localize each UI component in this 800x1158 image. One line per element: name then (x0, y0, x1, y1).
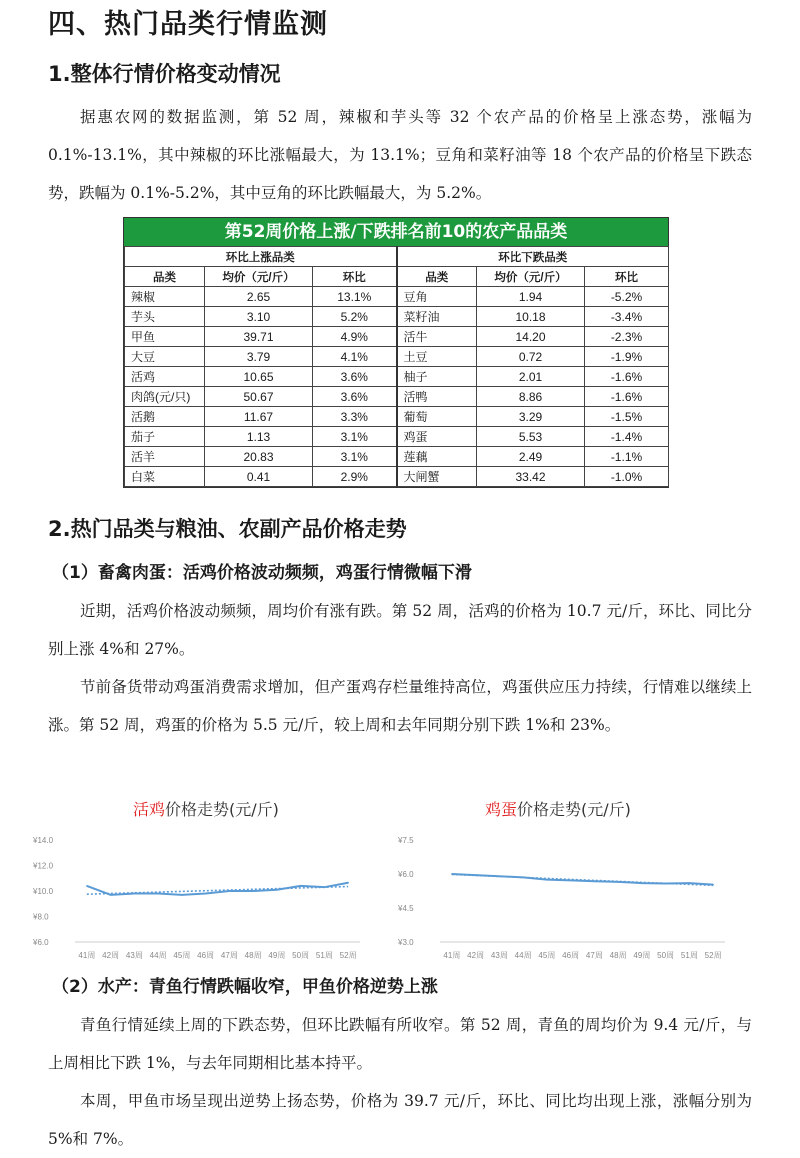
subsubsection-title-aquatic: （2）水产：青鱼行情跌幅收窄，甲鱼价格逆势上涨 (52, 977, 438, 997)
y-tick-label: ¥6.0 (398, 870, 414, 879)
cell-price: 0.41 (205, 467, 313, 487)
cell-price: 50.67 (205, 387, 313, 407)
subsection-title-trends: 2.热门品类与粮油、农副产品价格走势 (48, 517, 407, 541)
x-tick-label: 43周 (490, 951, 508, 960)
data-point (205, 893, 207, 895)
cell-change: -1.5% (585, 407, 669, 427)
y-tick-label: ¥12.0 (33, 861, 54, 871)
col-header-price: 均价（元/斤） (205, 267, 313, 287)
cell-change: 2.9% (313, 467, 397, 487)
cell-change: 3.1% (313, 447, 397, 467)
x-tick-label: 43周 (125, 951, 143, 960)
cell-price: 3.29 (477, 407, 585, 427)
cell-change: 3.1% (313, 427, 397, 447)
cell-change: -1.6% (585, 387, 669, 407)
data-point (252, 890, 254, 892)
y-tick-label: ¥8.0 (33, 912, 49, 922)
x-tick-label: 47周 (220, 951, 238, 960)
x-tick-label: 49周 (268, 951, 286, 960)
cell-price: 2.65 (205, 287, 313, 307)
cell-price: 11.67 (205, 407, 313, 427)
x-tick-label: 46周 (197, 951, 215, 960)
group-header-down: 环比下跌品类 (397, 247, 669, 267)
x-tick-label: 41周 (78, 951, 96, 960)
series-line (452, 874, 713, 885)
cell-price: 2.49 (477, 447, 585, 467)
cell-price: 14.20 (477, 327, 585, 347)
table-row (125, 307, 669, 327)
x-tick-label: 46周 (562, 951, 580, 960)
chart-chicken (30, 790, 375, 965)
data-point (157, 893, 159, 895)
table-row (125, 327, 669, 347)
subsubsection-title-livestock: （1）畜禽肉蛋：活鸡价格波动频频，鸡蛋行情微幅下滑 (52, 563, 472, 583)
chart-title-rest: 价格走势(元/斤) (165, 800, 279, 819)
table-row (125, 347, 669, 367)
x-tick-label: 45周 (173, 951, 191, 960)
cell-change: -1.9% (585, 347, 669, 367)
group-header-up: 环比上涨品类 (125, 247, 397, 267)
x-tick-label: 45周 (538, 951, 556, 960)
cell-change: -5.2% (585, 287, 669, 307)
cell-price: 33.42 (477, 467, 585, 487)
x-tick-label: 44周 (149, 951, 167, 960)
cell-price: 39.71 (205, 327, 313, 347)
data-point (181, 894, 183, 896)
y-tick-label: ¥3.0 (398, 938, 414, 947)
table-title: 第52周价格上涨/下跌排名前10的农产品品类 (124, 218, 668, 246)
table-grid (124, 246, 669, 487)
y-tick-label: ¥7.5 (398, 836, 414, 845)
cell-price: 2.01 (477, 367, 585, 387)
cell-change: -1.0% (585, 467, 669, 487)
cell-price: 20.83 (205, 447, 313, 467)
col-header-name: 品类 (397, 267, 477, 287)
x-tick-label: 52周 (704, 951, 722, 960)
x-tick-label: 50周 (657, 951, 675, 960)
y-tick-label: ¥14.0 (33, 836, 54, 845)
table-row (125, 367, 669, 387)
cell-name: 甲鱼 (125, 327, 205, 347)
cell-price: 10.65 (205, 367, 313, 387)
subsection-title-overall: 1.整体行情价格变动情况 (48, 62, 281, 86)
x-tick-label: 50周 (292, 951, 310, 960)
cell-name: 柚子 (397, 367, 477, 387)
x-tick-label: 48周 (609, 951, 627, 960)
cell-name: 大闸蟹 (397, 467, 477, 487)
x-tick-label: 47周 (585, 951, 603, 960)
cell-name: 鸡蛋 (397, 427, 477, 447)
cell-name: 活鸡 (125, 367, 205, 387)
chart-title (485, 797, 631, 820)
cell-price: 0.72 (477, 347, 585, 367)
cell-change: 4.9% (313, 327, 397, 347)
data-point (300, 885, 302, 887)
table-row (125, 447, 669, 467)
cell-price: 8.86 (477, 387, 585, 407)
cell-name: 葡萄 (397, 407, 477, 427)
data-point (617, 881, 619, 883)
data-point (110, 894, 112, 896)
y-tick-label: ¥4.5 (398, 904, 414, 913)
chart-title-highlight: 鸡蛋 (485, 800, 518, 819)
chart-egg (395, 790, 740, 965)
col-header-change: 环比 (585, 267, 669, 287)
cell-change: 13.1% (313, 287, 397, 307)
table-row (125, 407, 669, 427)
cell-name: 活牛 (397, 327, 477, 347)
cell-change: 4.1% (313, 347, 397, 367)
table-row (125, 287, 669, 307)
paragraph-overall: 据惠农网的数据监测，第 52 周，辣椒和芋头等 32 个农产品的价格呈上涨态势，涨幅为 0.1%-13.1%，其中辣椒的环比涨幅最大，为 13.1%；豆角和菜籽油等 18 个农产品的价格呈下跌态势，跌幅为 0.1%-5.2%，其中豆角的环比跌幅最大，为 5.2%。 (48, 108, 752, 202)
cell-change: -1.4% (585, 427, 669, 447)
data-point (546, 879, 548, 881)
section-title: 四、热门品类行情监测 (48, 9, 328, 40)
col-header-change: 环比 (313, 267, 397, 287)
x-tick-label: 52周 (339, 951, 357, 960)
col-header-name: 品类 (125, 267, 205, 287)
cell-price: 1.13 (205, 427, 313, 447)
cell-price: 1.94 (477, 287, 585, 307)
series-line (87, 883, 348, 895)
x-tick-label: 48周 (244, 951, 262, 960)
cell-name: 活羊 (125, 447, 205, 467)
cell-change: 3.3% (313, 407, 397, 427)
cell-name: 莲藕 (397, 447, 477, 467)
y-tick-label: ¥10.0 (33, 887, 54, 896)
data-point (641, 882, 643, 884)
data-point (475, 874, 477, 876)
data-point (134, 893, 136, 895)
cell-change: -3.4% (585, 307, 669, 327)
x-tick-label: 49周 (633, 951, 651, 960)
chart-title (133, 797, 279, 820)
data-point (347, 882, 349, 884)
cell-name: 白菜 (125, 467, 205, 487)
x-tick-label: 42周 (467, 951, 485, 960)
cell-price: 3.79 (205, 347, 313, 367)
cell-change: 3.6% (313, 367, 397, 387)
data-point (276, 889, 278, 891)
paragraph-herring: 青鱼行情延续上周的下跌态势，但环比跌幅有所收窄。第 52 周，青鱼的周均价为 9.4 元/斤，与上周相比下跌 1%，与去年同期相比基本持平。 (48, 1016, 752, 1072)
cell-name: 肉鸽(元/只) (125, 387, 205, 407)
cell-name: 豆角 (397, 287, 477, 307)
cell-name: 辣椒 (125, 287, 205, 307)
cell-price: 5.53 (477, 427, 585, 447)
chart-title-rest: 价格走势(元/斤) (517, 800, 631, 819)
cell-name: 菜籽油 (397, 307, 477, 327)
cell-change: -1.1% (585, 447, 669, 467)
chart-title-highlight: 活鸡 (133, 800, 166, 819)
y-tick-label: ¥6.0 (33, 938, 49, 947)
data-point (451, 873, 453, 875)
data-point (229, 890, 231, 892)
data-point (665, 883, 667, 885)
data-point (522, 877, 524, 879)
x-tick-label: 51周 (315, 951, 333, 960)
cell-name: 茄子 (125, 427, 205, 447)
cell-change: -1.6% (585, 367, 669, 387)
data-point (594, 880, 596, 882)
cell-name: 活鹅 (125, 407, 205, 427)
table-row (125, 387, 669, 407)
col-header-price: 均价（元/斤） (477, 267, 585, 287)
data-point (324, 886, 326, 888)
table-row (125, 467, 669, 487)
cell-name: 土豆 (397, 347, 477, 367)
data-point (689, 882, 691, 884)
paragraph-turtle: 本周，甲鱼市场呈现出逆势上扬态势，价格为 39.7 元/斤，环比、同比均出现上涨，涨幅分别为 5%和 7%。 (48, 1092, 752, 1148)
cell-name: 大豆 (125, 347, 205, 367)
cell-change: 3.6% (313, 387, 397, 407)
x-tick-label: 44周 (514, 951, 532, 960)
x-tick-label: 42周 (102, 951, 120, 960)
paragraph-chicken: 近期，活鸡价格波动频频，周均价有涨有跌。第 52 周，活鸡的价格为 10.7 元/斤，环比、同比分别上涨 4%和 27%。 (48, 602, 752, 658)
x-tick-label: 41周 (443, 951, 461, 960)
table-body (125, 287, 669, 487)
paragraph-egg: 节前备货带动鸡蛋消费需求增加，但产蛋鸡存栏量维持高位，鸡蛋供应压力持续，行情难以继续上涨。第 52 周，鸡蛋的价格为 5.5 元/斤，较上周和去年同期分别下跌 1%和 23%。 (48, 678, 752, 734)
data-point (86, 885, 88, 887)
cell-price: 10.18 (477, 307, 585, 327)
cell-change: -2.3% (585, 327, 669, 347)
x-tick-label: 51周 (680, 951, 698, 960)
table-row (125, 427, 669, 447)
data-point (499, 875, 501, 877)
cell-name: 芋头 (125, 307, 205, 327)
data-point (712, 884, 714, 886)
price-ranking-table (123, 217, 669, 488)
cell-price: 3.10 (205, 307, 313, 327)
cell-name: 活鸭 (397, 387, 477, 407)
data-point (570, 880, 572, 882)
cell-change: 5.2% (313, 307, 397, 327)
